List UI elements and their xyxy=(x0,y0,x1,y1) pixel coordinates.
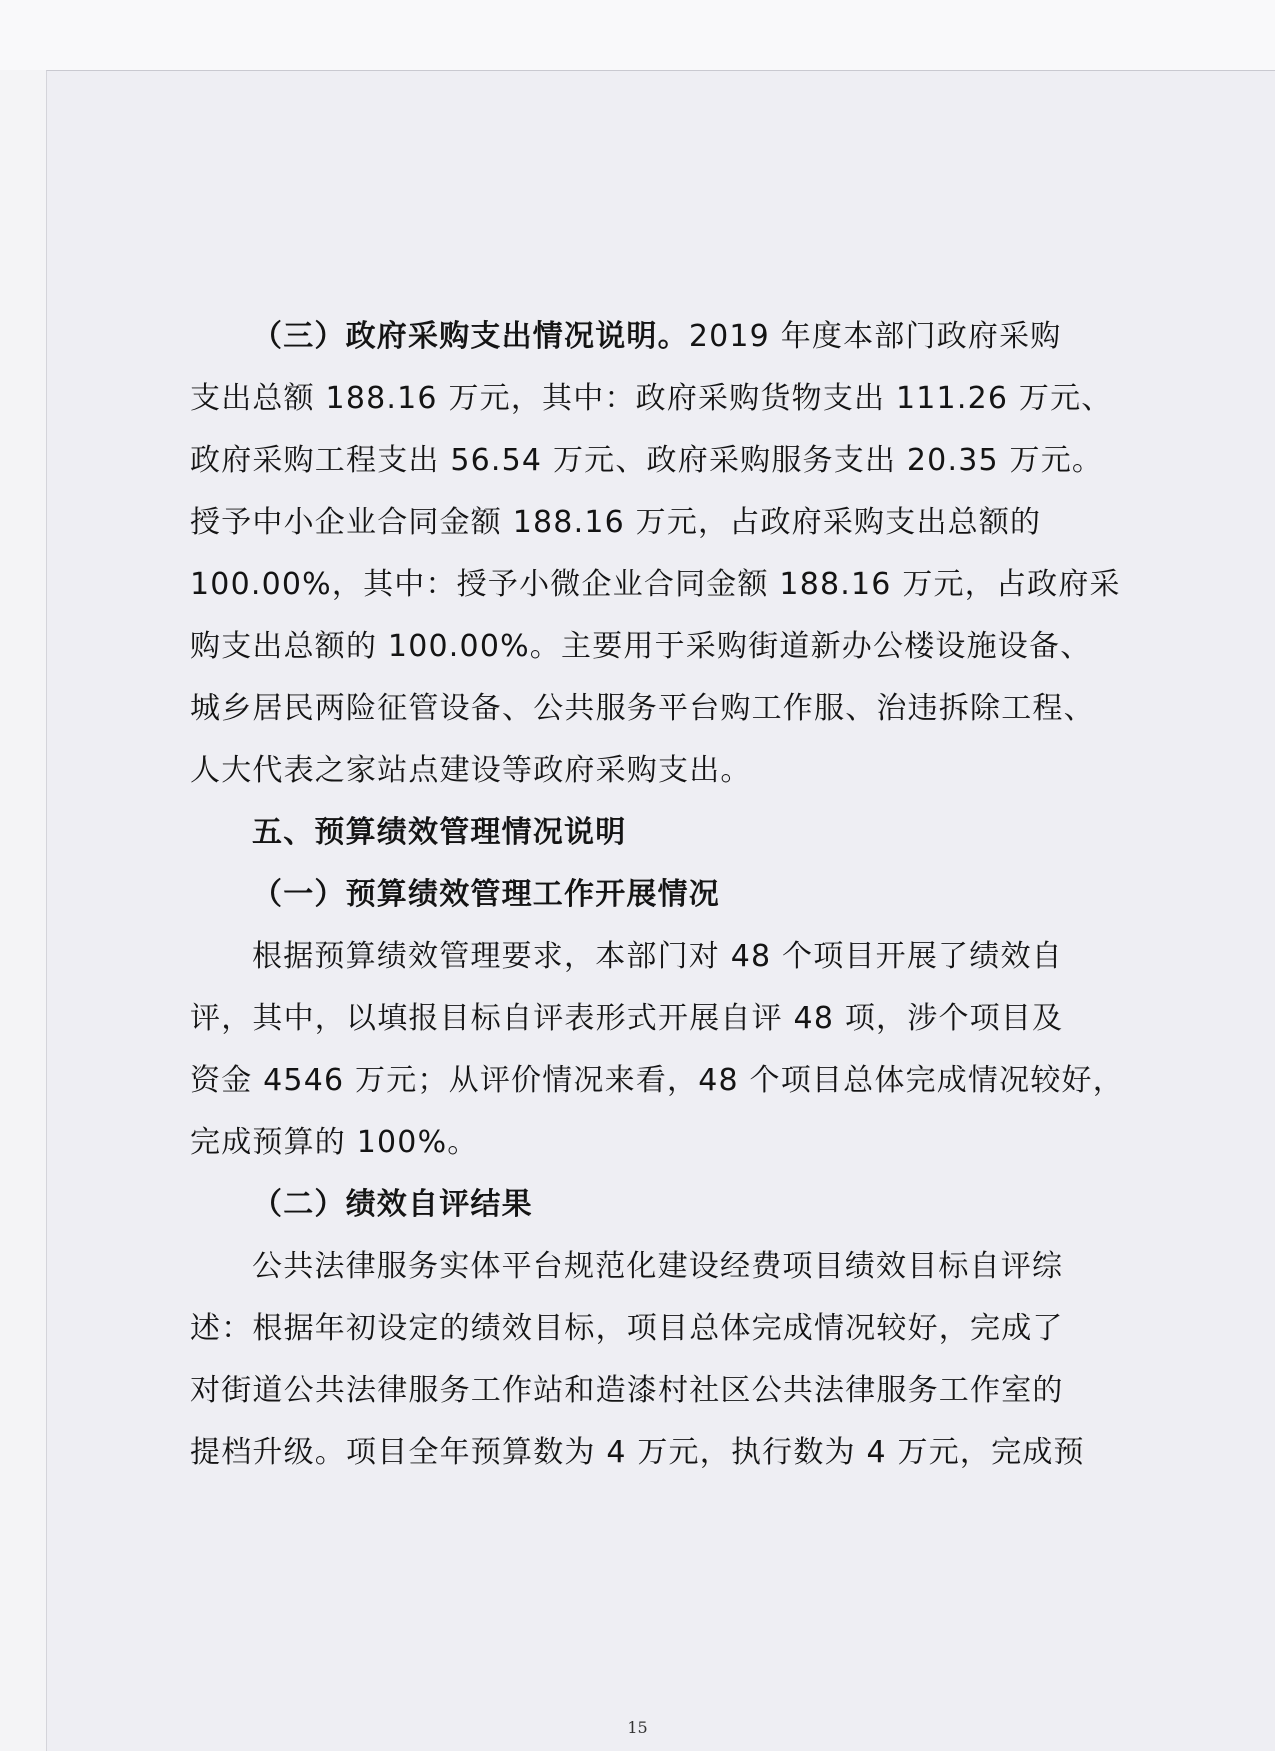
section3-line: 政府采购工程支出 56.54 万元、政府采购服务支出 20.35 万元。 xyxy=(190,443,1104,478)
section3-line: 购支出总额的 100.00%。主要用于采购街道新办公楼设施设备、 xyxy=(190,629,1092,664)
section3-heading: （三）政府采购支出情况说明。 xyxy=(252,319,689,354)
section3-line: 2019 年度本部门政府采购 xyxy=(688,319,1062,354)
section3-line: 人大代表之家站点建设等政府采购支出。 xyxy=(190,753,752,788)
section3-line: 100.00%，其中：授予小微企业合同金额 188.16 万元，占政府采 xyxy=(190,567,1121,602)
page-number: 15 xyxy=(627,1718,648,1737)
sub2-line: 述：根据年初设定的绩效目标，项目总体完成情况较好，完成了 xyxy=(190,1311,1064,1346)
section3-line: 支出总额 188.16 万元，其中：政府采购货物支出 111.26 万元、 xyxy=(190,381,1113,416)
section3-line: 城乡居民两险征管设备、公共服务平台购工作服、治违拆除工程、 xyxy=(190,691,1095,726)
document-body xyxy=(190,306,1160,1484)
section3-paragraph-first-line xyxy=(190,306,1160,368)
sub2-line: 公共法律服务实体平台规范化建设经费项目绩效目标自评综 xyxy=(252,1249,1064,1284)
sub1-title: （一）预算绩效管理工作开展情况 xyxy=(252,877,720,912)
sub2-line: 提档升级。项目全年预算数为 4 万元，执行数为 4 万元，完成预 xyxy=(190,1435,1085,1470)
sub2-line: 对街道公共法律服务工作站和造漆村社区公共法律服务工作室的 xyxy=(190,1373,1064,1408)
scan-margin xyxy=(0,0,1275,70)
section5-title: 五、预算绩效管理情况说明 xyxy=(252,815,627,850)
sub1-line: 根据预算绩效管理要求，本部门对 48 个项目开展了绩效自 xyxy=(252,939,1063,974)
sub1-line: 资金 4546 万元；从评价情况来看，48 个项目总体完成情况较好， xyxy=(190,1063,1124,1098)
section3-line: 授予中小企业合同金额 188.16 万元，占政府采购支出总额的 xyxy=(190,505,1042,540)
sub2-title: （二）绩效自评结果 xyxy=(252,1187,533,1222)
sub1-line: 评，其中，以填报目标自评表形式开展自评 48 项，涉个项目及 xyxy=(190,1001,1064,1036)
sub1-line: 完成预算的 100%。 xyxy=(190,1125,479,1160)
